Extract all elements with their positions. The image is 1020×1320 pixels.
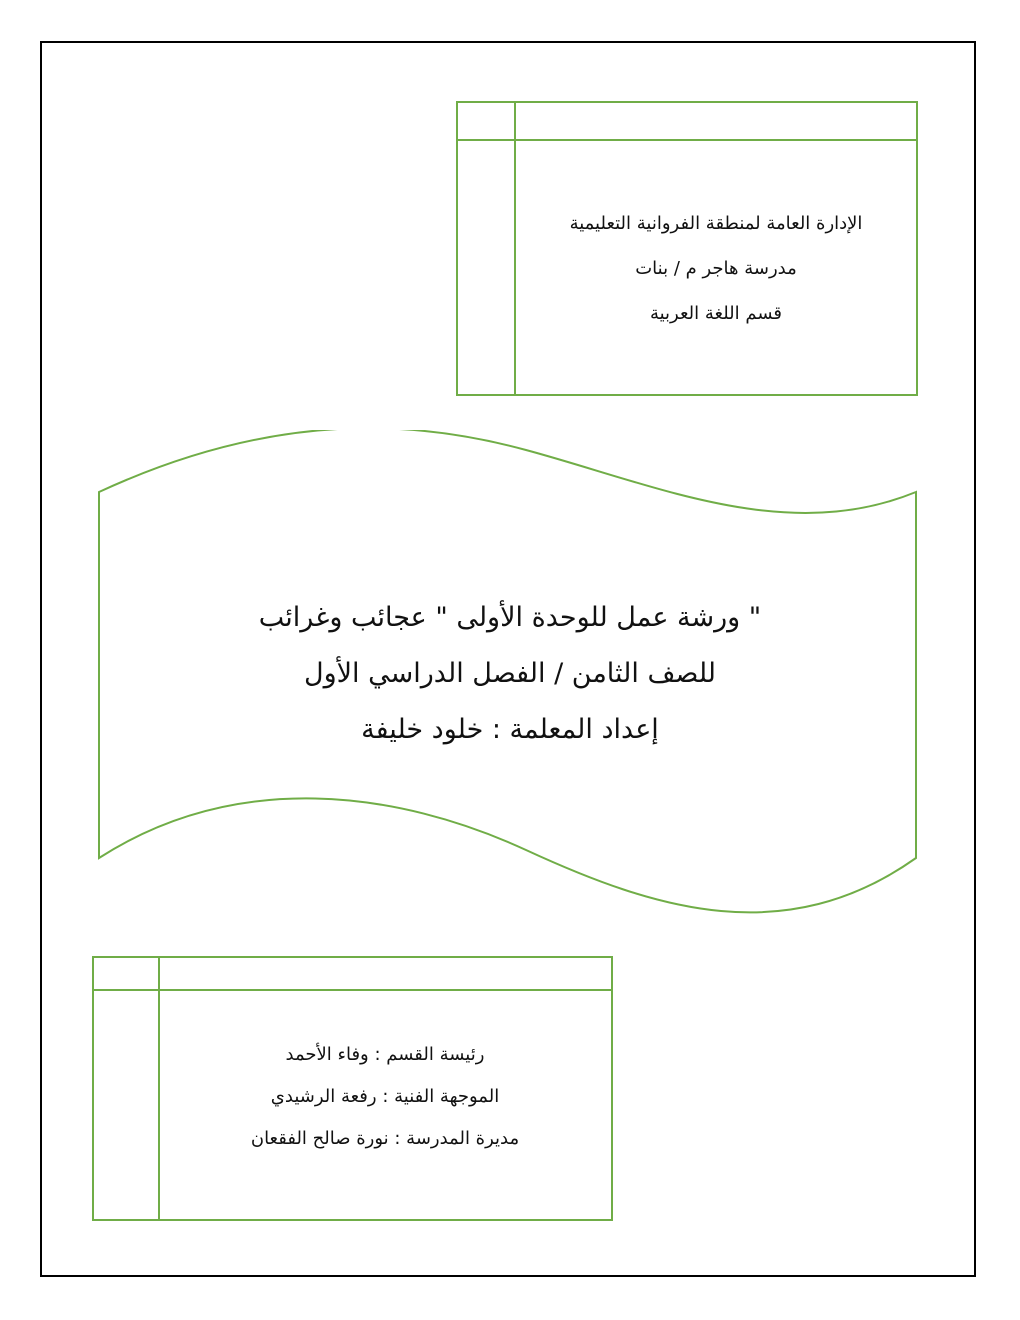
technical-supervisor: الموجهة الفنية : رفعة الرشيدي [270, 1086, 500, 1107]
school-principal: مديرة المدرسة : نورة صالح الفقعان [250, 1128, 520, 1149]
workshop-title-block [220, 590, 800, 758]
grade-term: للصف الثامن / الفصل الدراسي الأول [303, 658, 717, 689]
prepared-by: إعداد المعلمة : خلود خليفة [361, 714, 659, 745]
department-name: قسم اللغة العربية [649, 303, 783, 324]
workshop-title: " ورشة عمل للوحدة الأولى " عجائب وغرائب [258, 602, 762, 633]
frame-top-rule [458, 139, 916, 141]
frame-side-rule [514, 103, 516, 394]
signatures-text [160, 1034, 610, 1160]
directorate-name: الإدارة العامة لمنطقة الفروانية التعليمية [569, 213, 863, 234]
school-name: مدرسة هاجر م / بنات [635, 258, 797, 279]
school-info-text [520, 201, 912, 336]
department-head: رئيسة القسم : وفاء الأحمد [285, 1044, 485, 1065]
frame-top-rule [94, 989, 611, 991]
